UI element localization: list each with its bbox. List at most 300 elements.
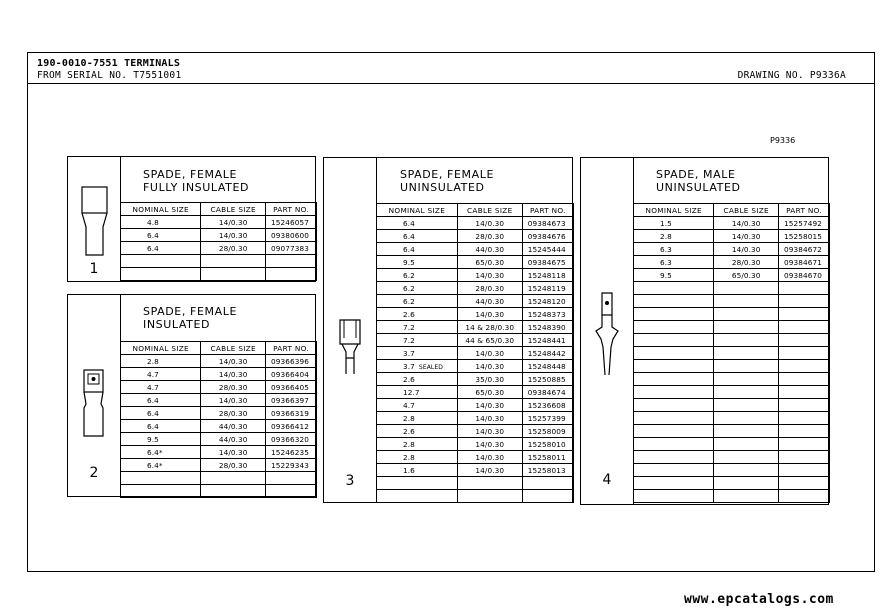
part-number-cell: 09384674: [522, 386, 573, 399]
empty-row: [634, 386, 830, 399]
empty-cell: [779, 399, 830, 412]
cable-size-cell: 14/0.30: [201, 446, 266, 459]
nominal-size-value: 6.4: [403, 231, 415, 241]
table-row: [634, 243, 830, 256]
empty-row: [634, 451, 830, 464]
serial-line: FROM SERIAL NO. T7551001: [37, 70, 182, 81]
nominal-size-cell: [121, 242, 201, 255]
table-row: [121, 229, 317, 242]
empty-cell: [121, 472, 201, 485]
nominal-size-value: 1.5: [660, 218, 672, 228]
nominal-size-value: 7.2: [403, 335, 415, 345]
empty-row: [634, 477, 830, 490]
nominal-size-value: 2.8: [403, 439, 415, 449]
cable-size-cell: 14 & 28/0.30: [457, 321, 522, 334]
nominal-size-value: 6.4*: [147, 460, 163, 470]
nominal-size-cell: [121, 446, 201, 459]
table-header-row: [377, 204, 574, 217]
empty-cell: [634, 386, 714, 399]
panel-2-title: SPADE, FEMALE INSULATED: [143, 305, 238, 331]
part-number-cell: 15250885: [522, 373, 573, 386]
empty-row: [634, 412, 830, 425]
empty-cell: [457, 477, 522, 490]
panel-1-picture: [68, 157, 121, 281]
cable-size-cell: 14/0.30: [201, 355, 266, 368]
empty-cell: [634, 464, 714, 477]
nominal-size-value: 6.4: [147, 408, 159, 418]
part-number-cell: 09077383: [266, 242, 317, 255]
nominal-size-value: 9.5: [403, 257, 415, 267]
panel-3: [323, 157, 573, 503]
empty-row: [634, 347, 830, 360]
nominal-size-cell: [377, 399, 458, 412]
cable-size-cell: 14/0.30: [714, 243, 779, 256]
empty-cell: [779, 477, 830, 490]
part-number-cell: 15245444: [522, 243, 573, 256]
part-number-cell: 15246235: [266, 446, 317, 459]
table-row: [121, 381, 317, 394]
cable-size-cell: 14/0.30: [457, 360, 522, 373]
cable-size-cell: 14/0.30: [457, 347, 522, 360]
empty-row: [121, 485, 317, 498]
empty-cell: [714, 386, 779, 399]
cable-size-cell: 28/0.30: [457, 282, 522, 295]
part-number-cell: 09384675: [522, 256, 573, 269]
part-number-cell: 09380600: [266, 229, 317, 242]
nominal-size-cell: [377, 386, 458, 399]
empty-cell: [714, 347, 779, 360]
cable-size-cell: 14/0.30: [201, 229, 266, 242]
nominal-size-value: 12.7: [403, 387, 420, 397]
cable-size-cell: 14/0.30: [457, 425, 522, 438]
nominal-size-cell: [377, 230, 458, 243]
part-number-cell: 15248119: [522, 282, 573, 295]
cable-size-cell: 28/0.30: [457, 230, 522, 243]
cable-size-cell: 44/0.30: [201, 433, 266, 446]
empty-cell: [121, 485, 201, 498]
part-number-cell: 09366405: [266, 381, 317, 394]
panel-3-picture: [324, 158, 377, 502]
part-no-header: PART NO.: [779, 204, 830, 217]
part-number-cell: 09384672: [779, 243, 830, 256]
part-number-cell: 09366412: [266, 420, 317, 433]
empty-cell: [714, 412, 779, 425]
empty-cell: [266, 255, 317, 268]
empty-row: [634, 334, 830, 347]
empty-cell: [522, 477, 573, 490]
panel-4-title: SPADE, MALE UNINSULATED: [656, 168, 741, 194]
empty-cell: [634, 438, 714, 451]
part-number-cell: 09366404: [266, 368, 317, 381]
table-row: [121, 420, 317, 433]
nominal-size-value: 4.7: [147, 382, 159, 392]
table-row: [377, 256, 574, 269]
cable-size-cell: 14/0.30: [457, 451, 522, 464]
part-number-cell: 09366396: [266, 355, 317, 368]
part-number-cell: 15257399: [522, 412, 573, 425]
empty-row: [634, 425, 830, 438]
cable-size-cell: 65/0.30: [714, 269, 779, 282]
table-row: [377, 386, 574, 399]
part-number-cell: 15258015: [779, 230, 830, 243]
table-row: [377, 295, 574, 308]
table-row: [377, 308, 574, 321]
part-number-cell: 09384671: [779, 256, 830, 269]
nominal-size-cell: [121, 433, 201, 446]
nominal-size-value: 7.2: [403, 322, 415, 332]
empty-cell: [714, 360, 779, 373]
table-row: [377, 425, 574, 438]
nominal-size-value: 2.6: [403, 309, 415, 319]
empty-cell: [779, 451, 830, 464]
empty-cell: [779, 425, 830, 438]
nominal-size-header: NOMINAL SIZE: [377, 204, 458, 217]
table-row: [377, 321, 574, 334]
table-row: [121, 368, 317, 381]
panel-2-picture: [68, 295, 121, 496]
part-number-cell: 15248442: [522, 347, 573, 360]
nominal-size-cell: [121, 420, 201, 433]
part-number-cell: 09384676: [522, 230, 573, 243]
cable-size-cell: 14/0.30: [714, 230, 779, 243]
empty-cell: [779, 412, 830, 425]
nominal-size-header: NOMINAL SIZE: [121, 342, 201, 355]
header-divider: [27, 83, 875, 84]
cable-size-cell: 14/0.30: [201, 216, 266, 229]
table-row: [634, 256, 830, 269]
empty-cell: [266, 472, 317, 485]
table-row: [377, 230, 574, 243]
female-uninsulated-terminal-icon: [338, 318, 362, 376]
page-reference: P9336: [770, 136, 796, 145]
nominal-size-value: 6.4: [403, 244, 415, 254]
empty-cell: [779, 308, 830, 321]
empty-cell: [714, 373, 779, 386]
nominal-size-value: 2.8: [403, 413, 415, 423]
nominal-size-cell: [377, 451, 458, 464]
cable-size-header: CABLE SIZE: [457, 204, 522, 217]
empty-row: [634, 438, 830, 451]
empty-row: [377, 490, 574, 503]
table-row: [121, 355, 317, 368]
part-number-cell: 09366320: [266, 433, 317, 446]
cable-size-cell: 14/0.30: [457, 217, 522, 230]
empty-cell: [457, 490, 522, 503]
table-row: [634, 230, 830, 243]
empty-cell: [634, 490, 714, 503]
table-row: [634, 217, 830, 230]
panel-4-number: 4: [602, 472, 612, 488]
cable-size-cell: 28/0.30: [201, 407, 266, 420]
nominal-size-cell: [121, 459, 201, 472]
panel-1-table: [120, 202, 317, 281]
nominal-size-value: 6.4: [147, 243, 159, 253]
nominal-size-cell: [121, 355, 201, 368]
empty-row: [121, 268, 317, 281]
empty-cell: [714, 490, 779, 503]
panel-1-title: SPADE, FEMALE FULLY INSULATED: [143, 168, 250, 194]
cable-size-cell: 14/0.30: [714, 217, 779, 230]
nominal-size-value: 6.4: [147, 421, 159, 431]
nominal-size-cell: [377, 256, 458, 269]
table-row: [377, 412, 574, 425]
table-header-row: [121, 203, 317, 216]
nominal-size-cell: [377, 308, 458, 321]
empty-cell: [634, 360, 714, 373]
empty-cell: [714, 438, 779, 451]
empty-cell: [634, 295, 714, 308]
empty-row: [121, 472, 317, 485]
table-row: [377, 217, 574, 230]
part-number-cell: 15258011: [522, 451, 573, 464]
nominal-size-value: 4.7: [403, 400, 415, 410]
nominal-size-cell: [377, 438, 458, 451]
nominal-size-value: 6.4*: [147, 447, 163, 457]
part-number-cell: 09384670: [779, 269, 830, 282]
nominal-size-value: 2.6: [403, 426, 415, 436]
empty-cell: [634, 321, 714, 334]
empty-cell: [714, 399, 779, 412]
empty-cell: [779, 295, 830, 308]
cable-size-cell: 14/0.30: [201, 368, 266, 381]
nominal-size-cell: [121, 394, 201, 407]
nominal-size-cell: [377, 425, 458, 438]
part-number-cell: 15258013: [522, 464, 573, 477]
empty-cell: [714, 477, 779, 490]
panel-4: [580, 157, 829, 505]
cable-size-cell: 65/0.30: [457, 256, 522, 269]
table-row: [377, 347, 574, 360]
nominal-size-header: NOMINAL SIZE: [121, 203, 201, 216]
part-number-cell: 09366319: [266, 407, 317, 420]
empty-cell: [779, 386, 830, 399]
part-number-cell: 15258009: [522, 425, 573, 438]
empty-cell: [121, 268, 201, 281]
nominal-size-cell: [377, 217, 458, 230]
empty-row: [634, 373, 830, 386]
nominal-size-value: 3.7: [403, 348, 415, 358]
nominal-size-value: 6.4: [147, 230, 159, 240]
nominal-size-value: 2.6: [403, 374, 415, 384]
table-row: [634, 269, 830, 282]
empty-cell: [714, 282, 779, 295]
empty-cell: [714, 321, 779, 334]
cable-size-cell: 14/0.30: [457, 464, 522, 477]
table-row: [121, 446, 317, 459]
nominal-size-value: 6.2: [403, 283, 415, 293]
empty-cell: [634, 282, 714, 295]
part-number-cell: 15258010: [522, 438, 573, 451]
drawing-number: DRAWING NO. P9336A: [737, 70, 846, 81]
nominal-size-cell: [377, 360, 458, 373]
empty-cell: [634, 477, 714, 490]
empty-cell: [714, 295, 779, 308]
table-row: [377, 360, 574, 373]
empty-cell: [634, 334, 714, 347]
part-number-cell: 15248448: [522, 360, 573, 373]
table-row: [377, 334, 574, 347]
cable-size-cell: 65/0.30: [457, 386, 522, 399]
nominal-size-value: 6.2: [403, 270, 415, 280]
female-insulated-terminal-icon: [82, 368, 106, 438]
empty-row: [634, 321, 830, 334]
nominal-size-cell: [634, 269, 714, 282]
empty-cell: [377, 490, 458, 503]
cable-size-cell: 14/0.30: [457, 269, 522, 282]
part-number-cell: 15248118: [522, 269, 573, 282]
part-number-cell: 15248120: [522, 295, 573, 308]
empty-cell: [201, 472, 266, 485]
empty-cell: [779, 360, 830, 373]
part-number-cell: 15236608: [522, 399, 573, 412]
nominal-size-cell: [121, 368, 201, 381]
nominal-size-cell: [121, 216, 201, 229]
nominal-size-value: 9.5: [660, 270, 672, 280]
sealed-note: SEALED: [418, 363, 443, 371]
nominal-size-value: 1.6: [403, 465, 415, 475]
empty-cell: [779, 464, 830, 477]
nominal-size-header: NOMINAL SIZE: [634, 204, 714, 217]
empty-cell: [634, 373, 714, 386]
empty-cell: [201, 268, 266, 281]
footer-watermark: www.epcatalogs.com: [684, 592, 834, 607]
empty-cell: [779, 334, 830, 347]
empty-row: [377, 477, 574, 490]
nominal-size-cell: [377, 243, 458, 256]
part-number-cell: 15248390: [522, 321, 573, 334]
nominal-size-cell: [121, 381, 201, 394]
part-number-cell: 15229343: [266, 459, 317, 472]
empty-row: [634, 308, 830, 321]
empty-cell: [714, 451, 779, 464]
empty-cell: [714, 308, 779, 321]
panel-4-picture: [581, 158, 634, 504]
nominal-size-cell: [377, 347, 458, 360]
cable-size-cell: 14/0.30: [457, 399, 522, 412]
female-fully-insulated-terminal-icon: [80, 185, 110, 257]
cable-size-cell: 14/0.30: [457, 412, 522, 425]
panel-4-table: [633, 203, 830, 503]
cable-size-cell: 14/0.30: [457, 308, 522, 321]
cable-size-cell: 44/0.30: [457, 243, 522, 256]
empty-cell: [779, 347, 830, 360]
nominal-size-cell: [634, 217, 714, 230]
part-number-cell: 09384673: [522, 217, 573, 230]
part-number-cell: 15248441: [522, 334, 573, 347]
empty-row: [634, 360, 830, 373]
empty-cell: [634, 425, 714, 438]
empty-cell: [121, 255, 201, 268]
cable-size-header: CABLE SIZE: [201, 203, 266, 216]
part-number-cell: 15257492: [779, 217, 830, 230]
part-number-cell: 15248373: [522, 308, 573, 321]
empty-cell: [779, 438, 830, 451]
nominal-size-cell: [377, 295, 458, 308]
empty-cell: [377, 477, 458, 490]
nominal-size-value: 6.3: [660, 244, 672, 254]
table-row: [377, 269, 574, 282]
empty-cell: [714, 334, 779, 347]
drawing-title: 190-0010-7551 TERMINALS: [37, 58, 181, 69]
cable-size-cell: 28/0.30: [201, 381, 266, 394]
empty-cell: [266, 268, 317, 281]
cable-size-header: CABLE SIZE: [714, 204, 779, 217]
nominal-size-cell: [377, 321, 458, 334]
empty-cell: [779, 321, 830, 334]
empty-cell: [779, 282, 830, 295]
table-row: [377, 399, 574, 412]
panel-2-table: [120, 341, 317, 498]
part-no-header: PART NO.: [522, 204, 573, 217]
panel-3-title: SPADE, FEMALE UNINSULATED: [400, 168, 495, 194]
nominal-size-value: 2.8: [660, 231, 672, 241]
panel-3-table: [376, 203, 574, 503]
cable-size-cell: 44/0.30: [201, 420, 266, 433]
part-number-cell: 09366397: [266, 394, 317, 407]
cable-size-cell: 44 & 65/0.30: [457, 334, 522, 347]
empty-cell: [714, 464, 779, 477]
nominal-size-value: 9.5: [147, 434, 159, 444]
panel-1: [67, 156, 316, 282]
cable-size-cell: 28/0.30: [201, 242, 266, 255]
empty-cell: [201, 255, 266, 268]
nominal-size-value: 6.2: [403, 296, 415, 306]
empty-row: [634, 464, 830, 477]
cable-size-cell: 14/0.30: [201, 394, 266, 407]
empty-cell: [634, 308, 714, 321]
nominal-size-value: 6.4: [147, 395, 159, 405]
empty-row: [634, 282, 830, 295]
empty-cell: [779, 490, 830, 503]
table-row: [121, 433, 317, 446]
panel-3-number: 3: [345, 473, 355, 489]
panel-2: [67, 294, 316, 497]
nominal-size-cell: [121, 407, 201, 420]
part-no-header: PART NO.: [266, 203, 317, 216]
table-row: [377, 464, 574, 477]
table-row: [377, 451, 574, 464]
nominal-size-value: 3.7: [403, 361, 415, 371]
empty-row: [634, 295, 830, 308]
nominal-size-value: 4.8: [147, 217, 159, 227]
empty-row: [634, 399, 830, 412]
nominal-size-cell: [634, 256, 714, 269]
empty-cell: [779, 373, 830, 386]
empty-cell: [266, 485, 317, 498]
empty-row: [121, 255, 317, 268]
empty-cell: [634, 412, 714, 425]
nominal-size-cell: [634, 230, 714, 243]
nominal-size-cell: [377, 334, 458, 347]
cable-size-cell: 28/0.30: [201, 459, 266, 472]
empty-cell: [201, 485, 266, 498]
cable-size-cell: 35/0.30: [457, 373, 522, 386]
empty-cell: [714, 425, 779, 438]
table-row: [377, 282, 574, 295]
nominal-size-cell: [634, 243, 714, 256]
empty-cell: [634, 399, 714, 412]
table-row: [121, 242, 317, 255]
nominal-size-cell: [377, 412, 458, 425]
table-row: [121, 216, 317, 229]
empty-cell: [634, 347, 714, 360]
cable-size-cell: 28/0.30: [714, 256, 779, 269]
table-row: [121, 459, 317, 472]
male-uninsulated-terminal-icon: [593, 291, 621, 377]
nominal-size-cell: [377, 464, 458, 477]
nominal-size-value: 6.4: [403, 218, 415, 228]
panel-2-number: 2: [89, 465, 99, 481]
